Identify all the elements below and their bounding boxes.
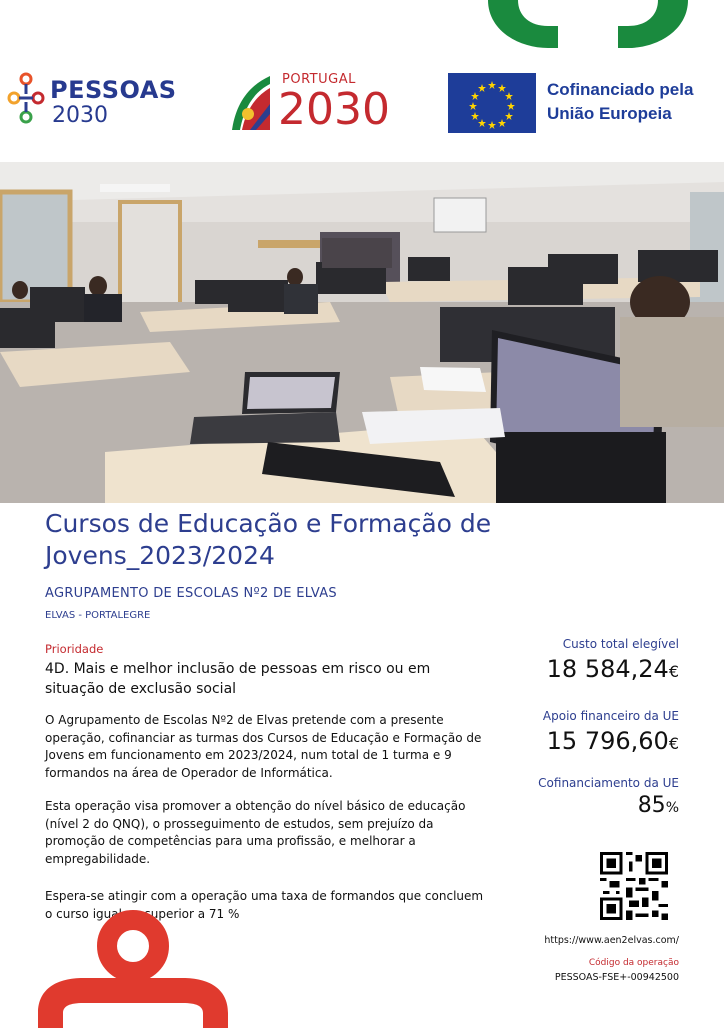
portugal-flag-icon xyxy=(230,74,274,132)
description-paragraph-3: Espera-se atingir com a operação uma taxa de formandos que concluem o curso igual ou superior a 71 % xyxy=(45,889,484,921)
percent-symbol: % xyxy=(665,800,679,816)
classroom-photo xyxy=(0,162,724,503)
cofinancing-label: Cofinanciamento da UE xyxy=(538,776,679,790)
portugal-logo-text: PORTUGAL xyxy=(282,72,356,87)
total-cost-label: Custo total elegível xyxy=(562,637,679,651)
total-cost-currency: € xyxy=(668,662,679,681)
organization-name: AGRUPAMENTO DE ESCOLAS Nº2 DE ELVAS xyxy=(45,586,337,601)
eu-support-amount: 15 796,60 xyxy=(546,727,669,755)
eu-flag-icon xyxy=(448,73,536,133)
operation-code-label: Código da operação xyxy=(588,958,679,968)
priority-text: 4D. Mais e melhor inclusão de pessoas em risco ou em situação de exclusão social xyxy=(45,661,431,697)
project-title-line2: Jovens_2023/2024 xyxy=(45,541,275,570)
website-link[interactable]: https://www.aen2elvas.com/ xyxy=(544,935,679,946)
eu-text-line1: Cofinanciado pela xyxy=(547,80,694,99)
description-paragraph-2: Esta operação visa promover a obtenção do nível básico de educação (nível 2 do QNQ), o prosseguimento de estudos, sem prejuízo da promoção de competências para uma profissão, e melhorar a empregabilidade. xyxy=(45,799,466,866)
project-title-line1: Cursos de Educação e Formação de xyxy=(45,509,492,538)
cofinancing-value xyxy=(638,793,679,818)
pessoas-logo-text: PESSOAS xyxy=(50,76,177,104)
description-paragraph-1: O Agrupamento de Escolas Nº2 de Elvas pretende com a presente operação, cofinanciar as turmas dos Cursos de Educação e Formação de Jovens em funcionamento em 2023/2024, num total de 1 turma e 9 formandos na área de Operador de Informática. xyxy=(45,713,482,780)
decorative-green-shape xyxy=(488,0,688,52)
qr-code-icon[interactable] xyxy=(600,852,668,920)
operation-code: PESSOAS-FSE+-00942500 xyxy=(554,972,679,983)
eu-support-currency: € xyxy=(668,734,679,753)
pessoas-logo-icon xyxy=(4,72,48,134)
decorative-red-shape xyxy=(38,908,228,1028)
cofinancing-percent: 85 xyxy=(637,793,666,818)
project-title xyxy=(45,508,515,572)
priority-label: Prioridade xyxy=(45,642,104,656)
eu-support-value xyxy=(547,727,679,755)
eu-cofinancing-text xyxy=(547,78,693,126)
total-cost-amount: 18 584,24 xyxy=(546,655,669,683)
eu-support-label: Apoio financeiro da UE xyxy=(542,709,679,723)
pessoas-logo-year: 2030 xyxy=(52,103,108,128)
portugal-logo-year: 2030 xyxy=(278,84,390,135)
project-location: ELVAS - PORTALEGRE xyxy=(45,610,151,621)
total-cost-value xyxy=(547,655,679,683)
eu-text-line2: União Europeia xyxy=(547,104,672,123)
